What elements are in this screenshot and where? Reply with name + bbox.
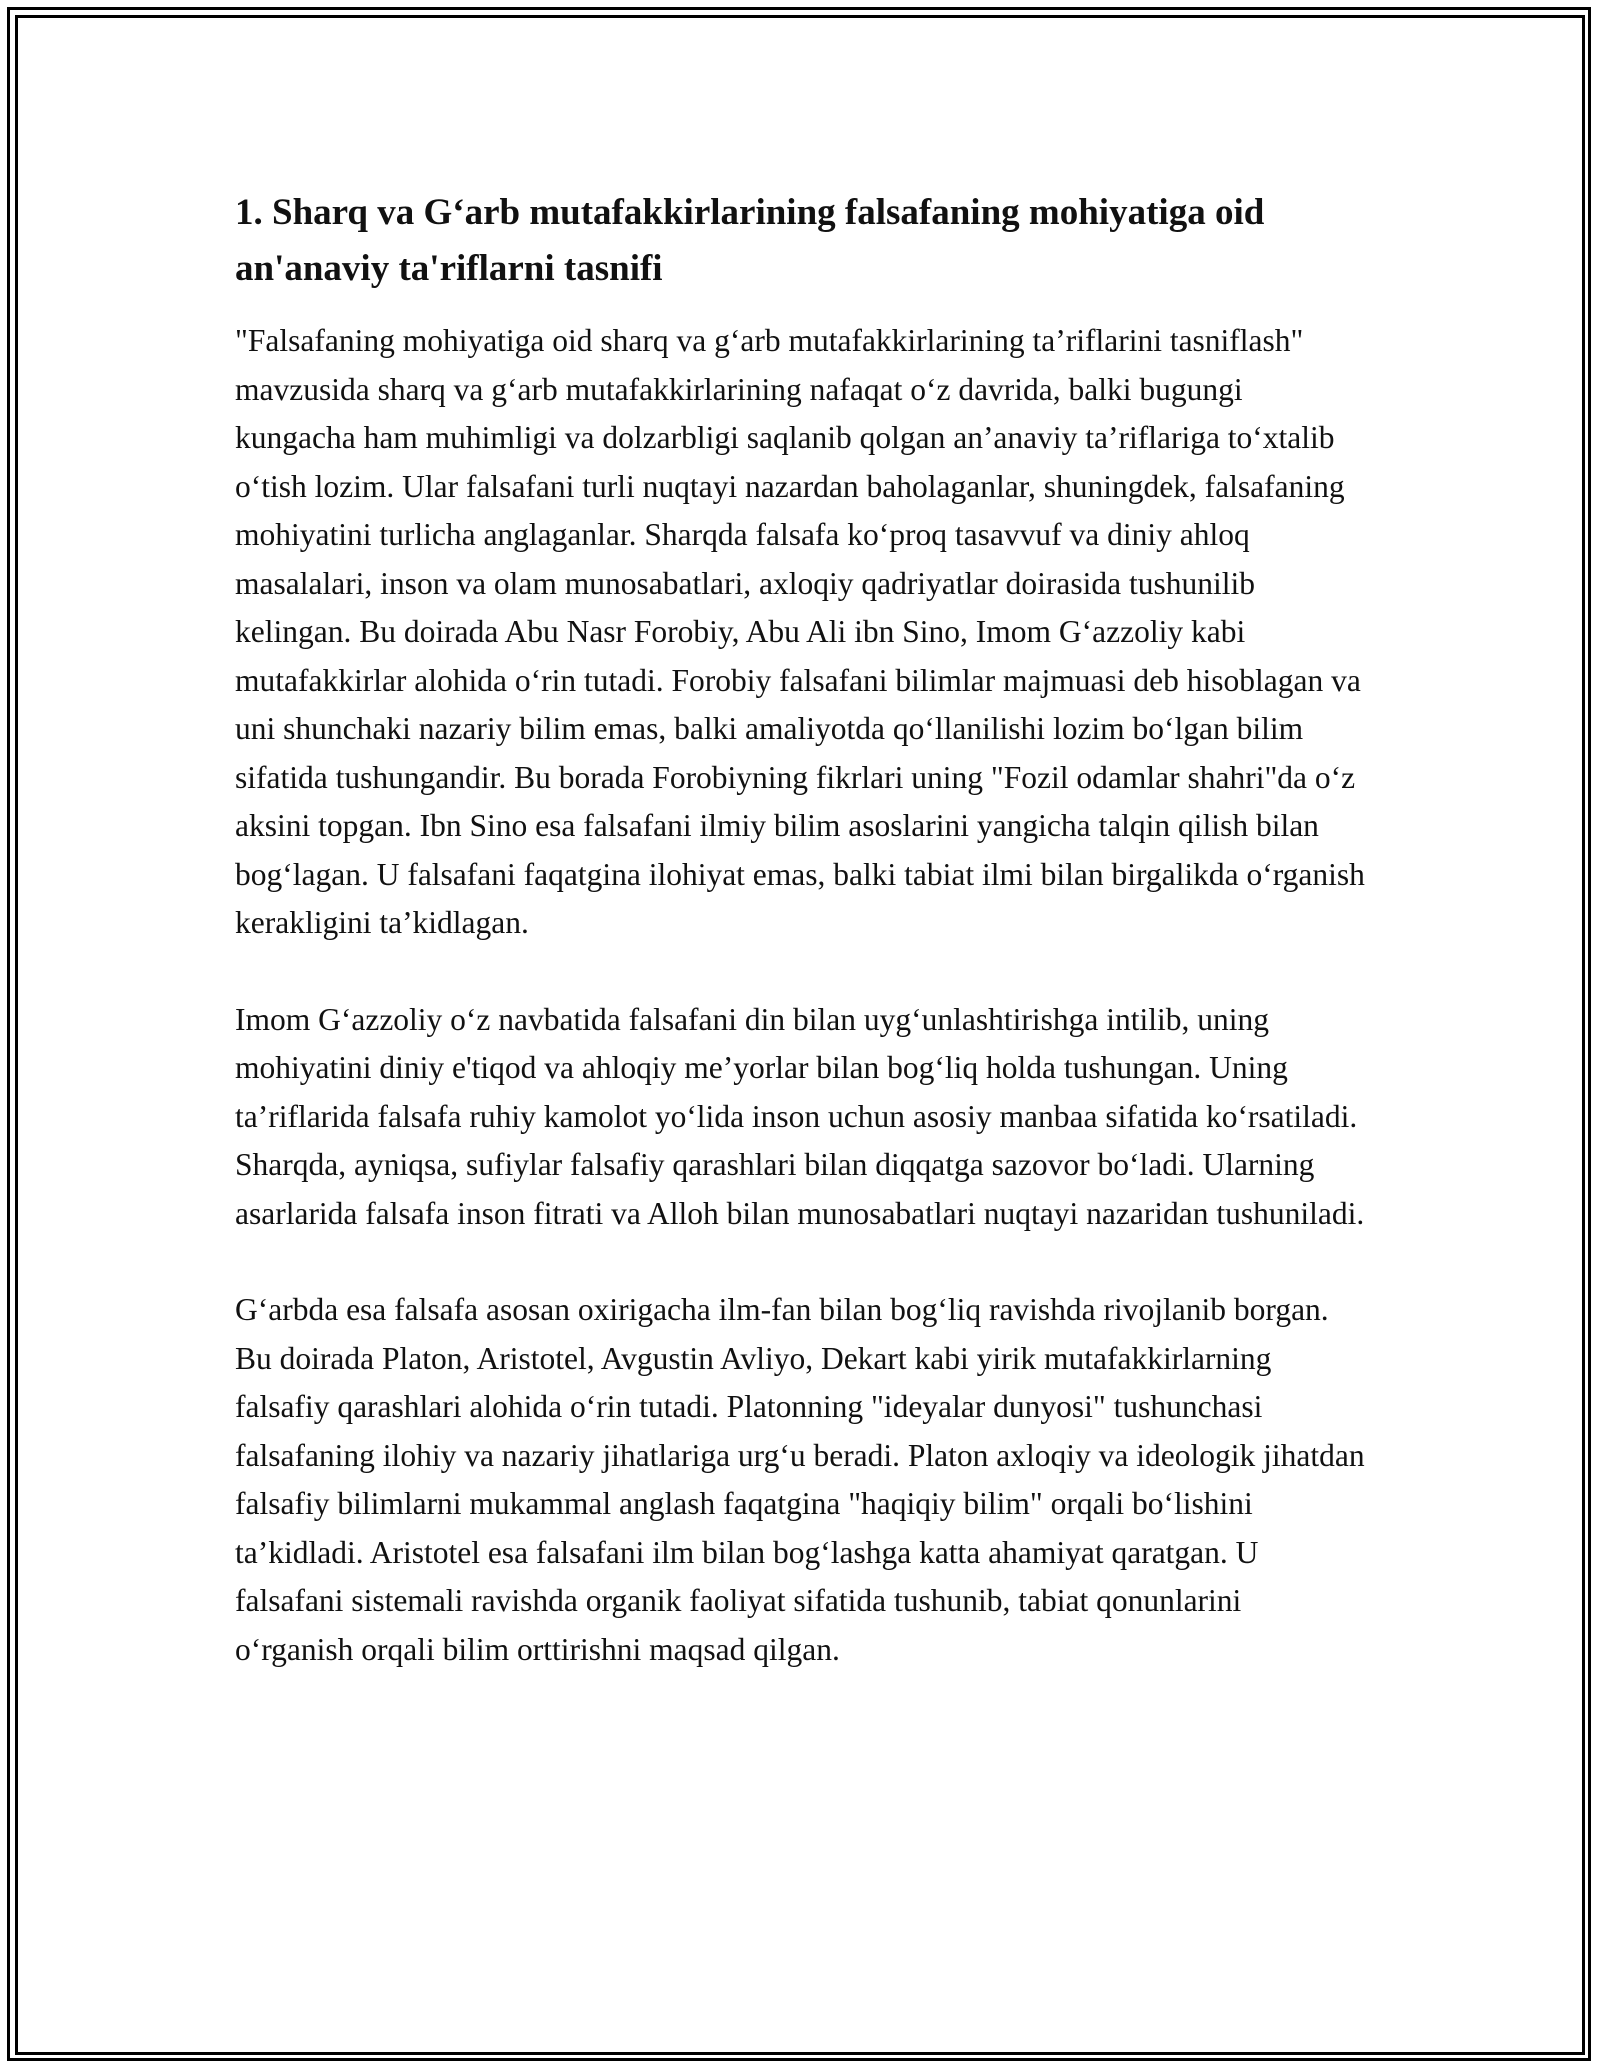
document-body [235,185,1365,1674]
paragraph-3: G‘arbda esa falsafa asosan oxirigacha ilm-fan bilan bog‘liq ravishda rivojlanib borgan. Bu doirada Platon, Aristotel, Avgustin Avliyo, Dekart kabi yirik mutafakkirlarning falsafiy qarashlari alohida o‘rin tutadi. Platonning "ideyalar dunyosi" tushunchasi falsafaning ilohiy va nazariy jihatlariga urg‘u beradi. Platon axloqiy va ideologik jihatdan falsafiy bilimlarni mukammal anglash faqatgina "haqiqiy bilim" orqali bo‘lishini ta’kidladi. Aristotel esa falsafani ilm bilan bog‘lashga katta ahamiyat qaratgan. U falsafani sistemali ravishda organik faoliyat sifatida tushunib, tabiat qonunlarini o‘rganish orqali bilim orttirishni maqsad qilgan. [235,1292,1365,1667]
page-title: 1. Sharq va G‘arb mutafakkirlarining falsafaning mohiyatiga oid an'anaviy ta'riflarni tasnifi [235,192,1265,289]
paragraph-2: Imom G‘azzoliy o‘z navbatida falsafani din bilan uyg‘unlashtirishga intilib, uning mohiyatini diniy e'tiqod va ahloqiy me’yorlar bilan bog‘liq holda tushungan. Uning ta’riflarida falsafa ruhiy kamolot yo‘lida inson uchun asosiy manbaa sifatida ko‘rsatiladi. Sharqda, ayniqsa, sufiylar falsafiy qarashlari bilan diqqatga sazovor bo‘ladi. Ularning asarlarida falsafa inson fitrati va Alloh bilan munosabatlari nuqtayi nazaridan tushuniladi. [235,1001,1365,1231]
paragraph-1: "Falsafaning mohiyatiga oid sharq va g‘arb mutafakkirlarining ta’riflarini tasniflash" mavzusida sharq va g‘arb mutafakkirlarining nafaqat o‘z davrida, balki bugungi kungacha ham muhimligi va dolzarbligi saqlanib qolgan an’anaviy ta’riflariga to‘xtalib o‘tish lozim. Ular falsafani turli nuqtayi nazardan baholaganlar, shuningdek, falsafaning mohiyatini turlicha anglaganlar. Sharqda falsafa ko‘proq tasavvuf va diniy ahloq masalalari, inson va olam munosabatlari, axloqiy qadriyatlar doirasida tushunilib kelingan. Bu doirada Abu Nasr Forobiy, Abu Ali ibn Sino, Imom G‘azzoliy kabi mutafakkirlar alohida o‘rin tutadi. Forobiy falsafani bilimlar majmuasi deb hisoblagan va uni shunchaki nazariy bilim emas, balki amaliyotda qo‘llanilishi lozim bo‘lgan bilim sifatida tushungandir. Bu borada Forobiyning fikrlari uning "Fozil odamlar shahri"da o‘z aksini topgan. Ibn Sino esa falsafani ilmiy bilim asoslarini yangicha talqin qilish bilan bog‘lagan. U falsafani faqatgina ilohiyat emas, balki tabiat ilmi bilan birgalikda o‘rganish kerakligini ta’kidlagan. [235,323,1365,940]
